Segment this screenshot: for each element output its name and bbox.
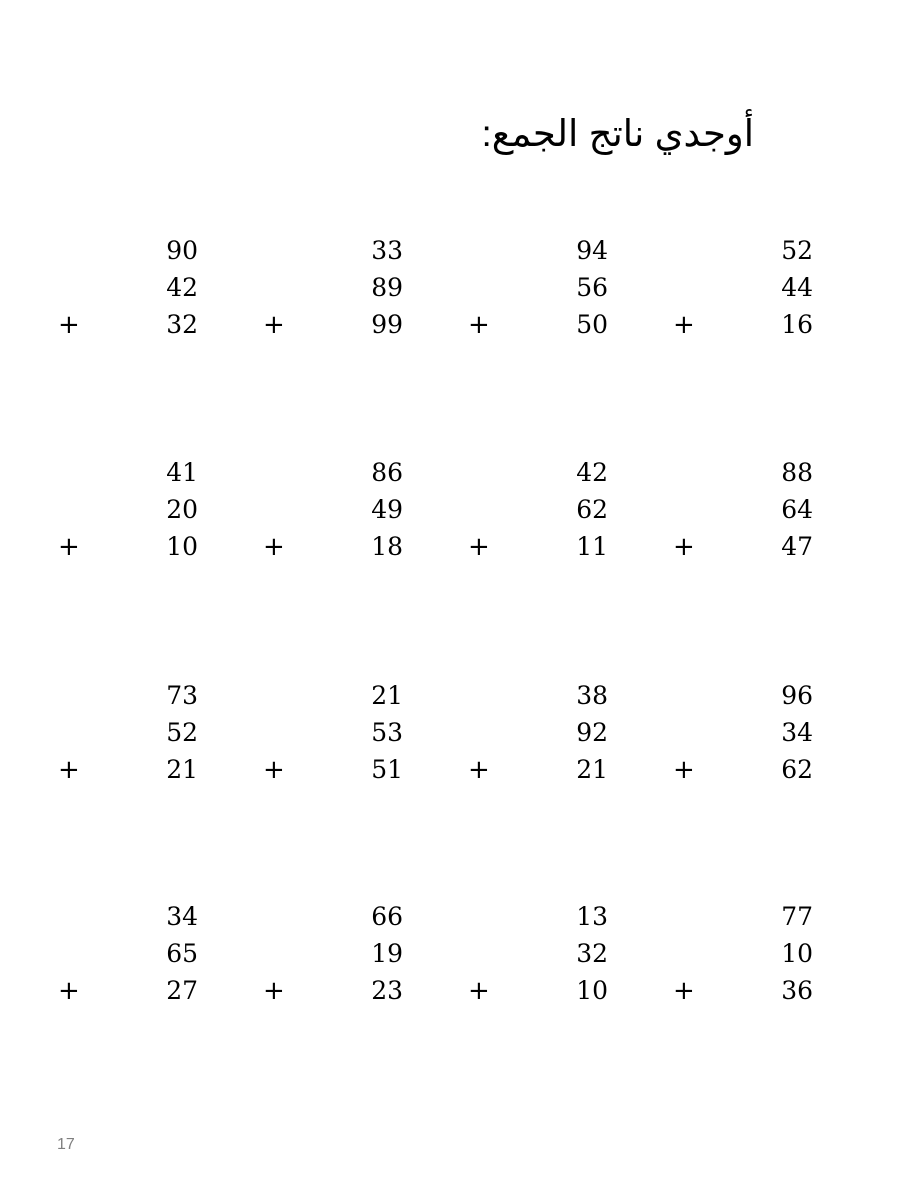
- addend: 89: [371, 273, 403, 302]
- plus-sign: +: [58, 532, 80, 562]
- addend: 13: [576, 902, 608, 931]
- addend: 94: [576, 236, 608, 265]
- addend: 33: [371, 236, 403, 265]
- addend: 44: [781, 273, 813, 302]
- plus-sign: +: [263, 532, 285, 562]
- addend: 21: [371, 681, 403, 710]
- addend: 62: [576, 495, 608, 524]
- plus-sign: +: [673, 532, 695, 562]
- addition-problem: [58, 458, 198, 578]
- addend: 62: [781, 755, 813, 784]
- addend: 10: [576, 976, 608, 1005]
- plus-sign: +: [263, 976, 285, 1006]
- plus-sign: +: [673, 976, 695, 1006]
- addition-problem: [263, 458, 403, 578]
- plus-sign: +: [673, 755, 695, 785]
- plus-sign: +: [673, 310, 695, 340]
- addend: 32: [576, 939, 608, 968]
- addition-problem: [263, 902, 403, 1022]
- page-number: 17: [57, 1136, 75, 1153]
- plus-sign: +: [468, 976, 490, 1006]
- addition-problem: [58, 681, 198, 801]
- addend: 66: [371, 902, 403, 931]
- addend: 65: [166, 939, 198, 968]
- addition-problem: [263, 236, 403, 356]
- addition-problem: [468, 681, 608, 801]
- addition-problem: [673, 681, 813, 801]
- plus-sign: +: [468, 755, 490, 785]
- addend: 36: [781, 976, 813, 1005]
- addition-problem: [673, 902, 813, 1022]
- plus-sign: +: [263, 310, 285, 340]
- addend: 88: [781, 458, 813, 487]
- addition-problem: [468, 236, 608, 356]
- plus-sign: +: [58, 310, 80, 340]
- addend: 77: [781, 902, 813, 931]
- addend: 41: [166, 458, 198, 487]
- addend: 49: [371, 495, 403, 524]
- addend: 27: [166, 976, 198, 1005]
- addend: 90: [166, 236, 198, 265]
- addend: 34: [781, 718, 813, 747]
- worksheet-title: أوجدي ناتج الجمع:: [481, 113, 754, 154]
- addend: 92: [576, 718, 608, 747]
- addition-problem: [58, 236, 198, 356]
- addend: 11: [576, 532, 608, 561]
- addend: 56: [576, 273, 608, 302]
- addend: 64: [781, 495, 813, 524]
- addend: 51: [371, 755, 403, 784]
- addend: 19: [371, 939, 403, 968]
- addend: 38: [576, 681, 608, 710]
- addend: 18: [371, 532, 403, 561]
- plus-sign: +: [263, 755, 285, 785]
- addend: 99: [371, 310, 403, 339]
- addend: 47: [781, 532, 813, 561]
- addend: 21: [576, 755, 608, 784]
- addend: 50: [576, 310, 608, 339]
- addend: 34: [166, 902, 198, 931]
- addition-problem: [468, 902, 608, 1022]
- addend: 53: [371, 718, 403, 747]
- addend: 96: [781, 681, 813, 710]
- addend: 10: [781, 939, 813, 968]
- plus-sign: +: [468, 310, 490, 340]
- addend: 20: [166, 495, 198, 524]
- addend: 32: [166, 310, 198, 339]
- addition-problem: [263, 681, 403, 801]
- addend: 42: [166, 273, 198, 302]
- plus-sign: +: [468, 532, 490, 562]
- addition-problem: [673, 458, 813, 578]
- addend: 52: [781, 236, 813, 265]
- addend: 21: [166, 755, 198, 784]
- addend: 10: [166, 532, 198, 561]
- plus-sign: +: [58, 755, 80, 785]
- addend: 42: [576, 458, 608, 487]
- addition-problem: [58, 902, 198, 1022]
- addend: 86: [371, 458, 403, 487]
- addition-problem: [673, 236, 813, 356]
- addition-problem: [468, 458, 608, 578]
- addend: 16: [781, 310, 813, 339]
- addend: 73: [166, 681, 198, 710]
- addend: 52: [166, 718, 198, 747]
- addend: 23: [371, 976, 403, 1005]
- plus-sign: +: [58, 976, 80, 1006]
